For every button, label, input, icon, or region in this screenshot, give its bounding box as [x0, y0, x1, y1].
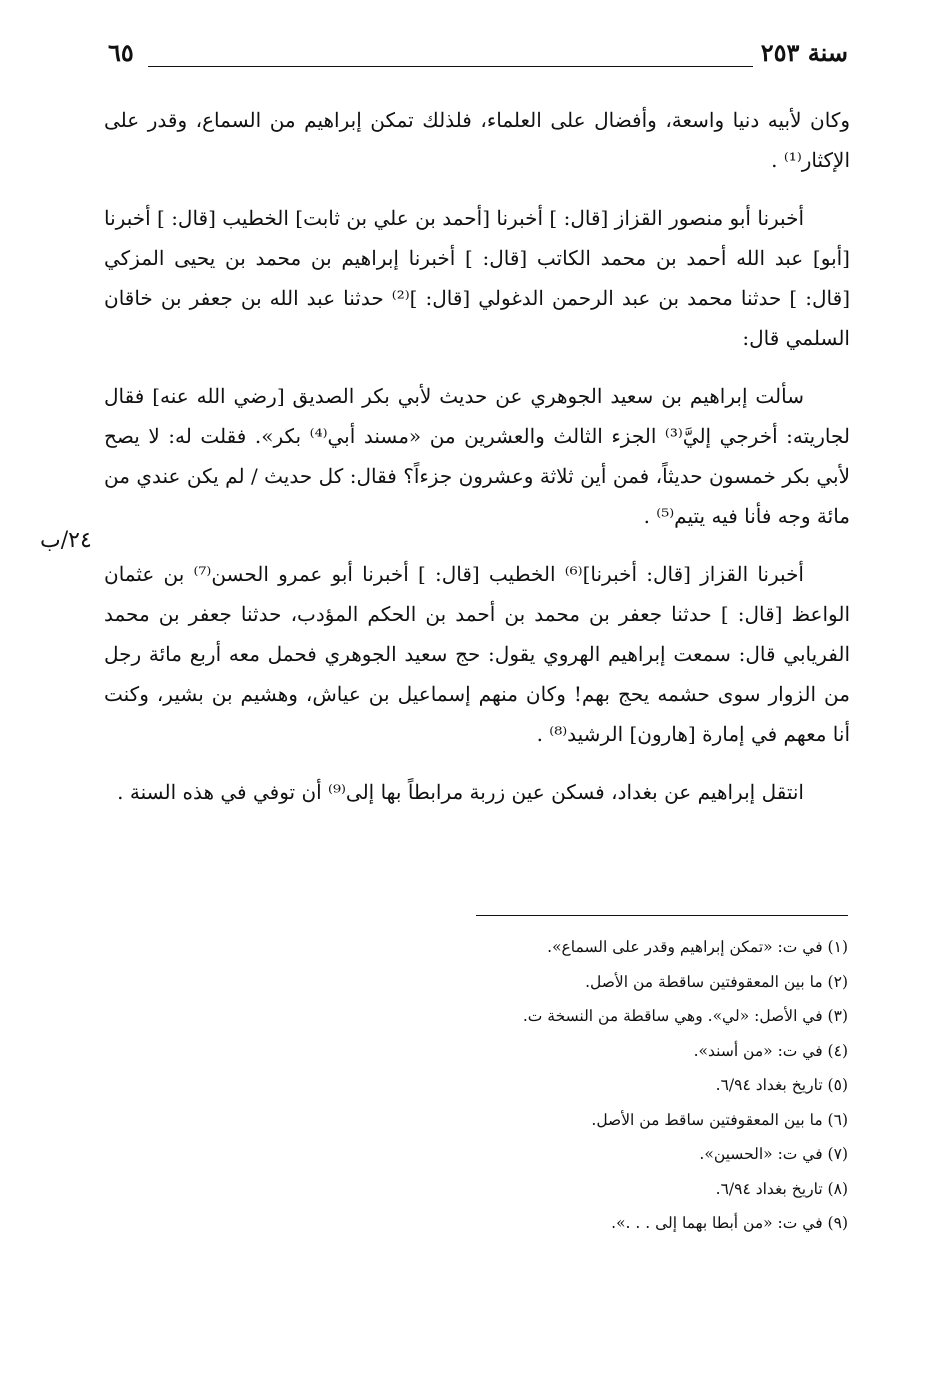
footnotes	[300, 930, 848, 1241]
page-header	[108, 38, 848, 74]
footnote-6: (٦) ما بين المعقوفتين ساقط من الأصل.	[591, 1110, 848, 1129]
main-text	[104, 100, 850, 830]
footnote-9: (٩) في ت: «من أبطا بهما إلى . . .».	[611, 1214, 848, 1232]
footnote-3: (٣) في الأصل: «لي». وهي ساقطة من النسخة ت.	[522, 1007, 848, 1025]
paragraph-4: أخبرنا القزاز [قال: أخبرنا]⁽⁶⁾ الخطيب [قال: ] أخبرنا أبو عمرو الحسن⁽⁷⁾ بن عثمان الواعظ [قال: ] حدثنا جعفر بن محمد بن أحمد بن الحكم المؤدب، حدثنا جعفر بن محمد الفريابي قال: سمعت إبراهيم الهروي يقول: حج سعيد الجوهري فحمل معه أربع مائة رجل من الزوار سوى حشمه يحج بهم! وكان منهم إسماعيل بن عياش، وهشيم بن بشير، وكنت أنا معهم في إمارة [هارون] الرشيد⁽⁸⁾ .	[104, 562, 850, 746]
paragraph-5: انتقل إبراهيم عن بغداد، فسكن عين زربة مرابطاً بها إلى⁽⁹⁾ أن توفي في هذه السنة .	[117, 780, 804, 804]
footnote-5: (٥) تاريخ بغداد ٦/٩٤.	[715, 1076, 848, 1094]
footnote-2: (٢) ما بين المعقوفتين ساقطة من الأصل.	[585, 972, 848, 991]
paragraph-2: أخبرنا أبو منصور القزاز [قال: ] أخبرنا [أحمد بن علي بن ثابت] الخطيب [قال: ] أخبرنا [أبو] عبد الله أحمد بن محمد الكاتب [قال: ] أخبرنا إبراهيم بن محمد بن يحيى المزكي [قال: ] حدثنا محمد بن عبد الرحمن الدغولي [قال: ]⁽²⁾ حدثنا عبد الله بن جعفر بن خاقان السلمي قال:	[104, 206, 850, 350]
footnote-1: (١) في ت: «تمكن إبراهيم وقدر على السماع».	[547, 938, 848, 956]
footnote-rule	[476, 915, 848, 916]
header-rule	[148, 66, 753, 67]
paragraph-1: وكان لأبيه دنيا واسعة، وأفضال على العلماء، فلذلك تمكن إبراهيم من السماع، وقدر على الإكثار⁽¹⁾ .	[104, 108, 850, 172]
manuscript-folio-marker: ٢٤/ب	[40, 528, 92, 553]
footnote-7: (٧) في ت: «الحسين».	[699, 1145, 848, 1163]
page-number: ٦٥	[108, 38, 134, 67]
year-label: سنة ٢٥٣	[760, 38, 848, 67]
footnote-8: (٨) تاريخ بغداد ٦/٩٤.	[715, 1179, 848, 1198]
paragraph-3: سألت إبراهيم بن سعيد الجوهري عن حديث لأبي بكر الصديق [رضي الله عنه] فقال لجاريته: أخرجي إليَّ⁽³⁾ الجزء الثالث والعشرين من «مسند أبي⁽⁴⁾ بكر». فقلت له: لا يصح لأبي بكر خمسون حديثاً، فمن أين ثلاثة وعشرون جزءاً؟ فقال: كل حديث / لم يكن عندي من مائة وجه فأنا فيه يتيم⁽⁵⁾ .	[104, 384, 850, 528]
footnote-4: (٤) في ت: «من أسند».	[693, 1041, 848, 1060]
